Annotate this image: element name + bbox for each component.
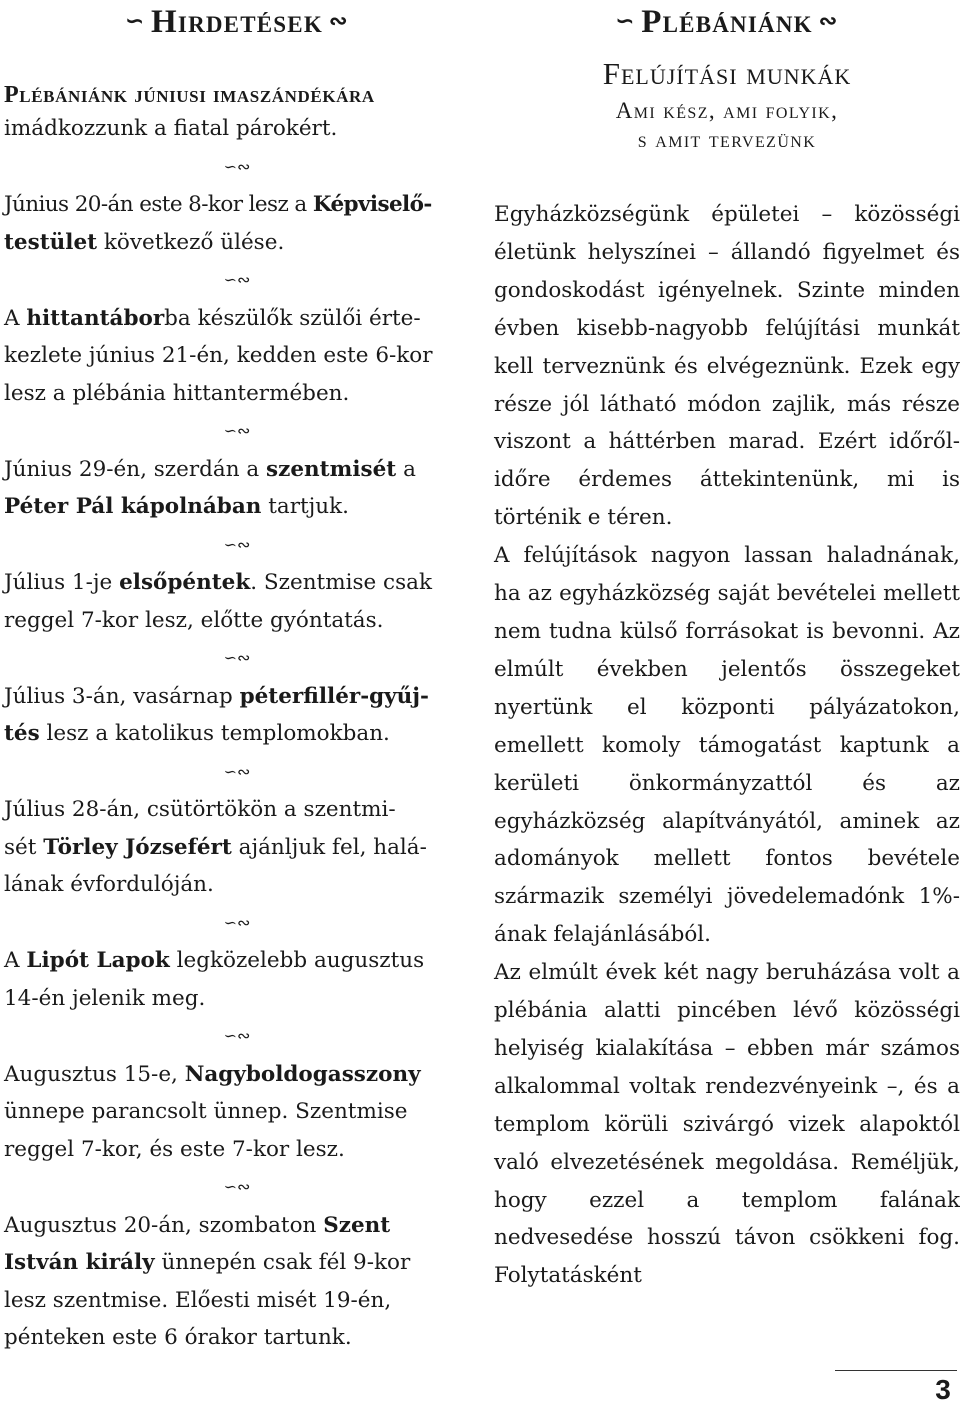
- parish-heading: [494, 0, 960, 42]
- divider-ornament-icon: ∽∾: [223, 648, 251, 667]
- announcement-item: Június 29-én, szerdán a szentmisét a Péter Pál kápolnában tartjuk.: [4, 456, 416, 519]
- prayer-intention-text: imádkozzunk a fiatal párokért.: [4, 116, 338, 141]
- divider-ornament-icon: ∽∾: [223, 1177, 251, 1196]
- article-paragraph: Egyházközségünk épületei – közösségi életünk helyszínei – állandó figyelmet és gondoskodást igényelnek. Szinte minden évben kisebb-nagyobb felújítási munkát kell terveznünk és elvégeznünk. Ezek egy része jól látható módon zajlik, más része viszont a háttérben marad. Ezért időről-időre érdemes áttekintenünk, mi is történik e téren.: [494, 202, 960, 531]
- divider-ornament-icon: ∽∾: [223, 534, 251, 554]
- announcement-item: Július 28-án, csütörtökön a szentmi- sét Törley Józsefért ajánljuk fel, halá- lának évfordulóján.: [4, 797, 427, 897]
- divider-ornament-icon: ∽∾: [223, 1026, 251, 1045]
- announcement-item: Július 3-án, vasárnap péterfillér-gyűj- tés lesz a katolikus templomokban.: [4, 683, 429, 746]
- article-subtitle: Ami kész, ami folyik,: [615, 98, 839, 123]
- ornament-left-icon: ∽: [615, 8, 636, 33]
- article-subtitle: s amit tervezünk: [637, 127, 817, 152]
- ornament-right-icon: ∾: [818, 8, 839, 33]
- page-number: 3: [935, 1374, 951, 1405]
- article-title: Felújítási munkák: [602, 56, 852, 91]
- divider-ornament-icon: ∽∾: [223, 270, 251, 289]
- divider-ornament-icon: ∽∾: [223, 421, 251, 440]
- announcement-item: A hittantáborba készülők szülői érte- kezlete június 21-én, kedden este 6-kor lesz a plébánia hittantermében.: [4, 305, 433, 406]
- announcement-item: Július 1-je elsőpéntek. Szentmise csak reggel 7-kor lesz, előtte gyóntatás.: [4, 570, 432, 633]
- ornament-left-icon: ∽: [125, 8, 146, 33]
- page-number-rule: [835, 1370, 957, 1371]
- divider-ornament-icon: ∽∾: [223, 156, 251, 176]
- ornament-right-icon: ∾: [328, 8, 349, 33]
- parish-column: [494, 0, 960, 1295]
- announcement-item: Június 20-án este 8-kor lesz a Képviselő- testület következő ülése.: [4, 192, 432, 255]
- divider-ornament-icon: ∽∾: [223, 761, 251, 781]
- announcement-item: Augusztus 20-án, szombaton Szent István király ünnepén csak fél 9-kor lesz szentmise. Előesti misét 19-én, pénteken este 6 órakor tartunk.: [4, 1212, 411, 1350]
- announcement-item: A Lipót Lapok legközelebb augusztus 14-én jelenik meg.: [4, 948, 425, 1011]
- article-paragraph: Az elmúlt évek két nagy beruházása volt a plébánia alatti pincében lévő közösségi helyiség kialakítása – ebben már számos alkalommal voltak rendezvényeink –, és a templom körüli szivárgó vizek alapoktól való elvezetésének megoldása. Reméljük, hogy ezzel a templom falának nedvesedése hosszú távon csökkeni fog. Folytatásként: [494, 960, 960, 1289]
- article-paragraph: A felújítások nagyon lassan haladnának, ha az egyházközség saját bevételei mellett nem tudna külső forrásokat is bevonni. Az elmúlt években jelentős összegeket nyertünk el központi pályázatokon, emellett komoly támogatást kaptunk a kerületi önkormányzattól és az egyházközség alapítványától, aminek az adományok mellett fontos bevétele származik személyi jövedelemadónk 1%-ának felajánlásából.: [494, 543, 960, 948]
- announcements-heading: [4, 0, 470, 42]
- article-body: [494, 196, 960, 1295]
- announcement-item: Augusztus 15-e, Nagyboldogasszony ünnepe parancsolt ünnep. Szentmise reggel 7-kor, és este 7-kor lesz.: [4, 1061, 421, 1162]
- announcements-column: [4, 0, 470, 1357]
- divider-ornament-icon: ∽∾: [223, 912, 251, 932]
- parish-heading-text: Plébániánk: [641, 4, 813, 40]
- prayer-intention-heading: Plébániánk júniusi imaszándékára: [4, 82, 375, 108]
- announcements-heading-text: Hirdetések: [151, 4, 323, 40]
